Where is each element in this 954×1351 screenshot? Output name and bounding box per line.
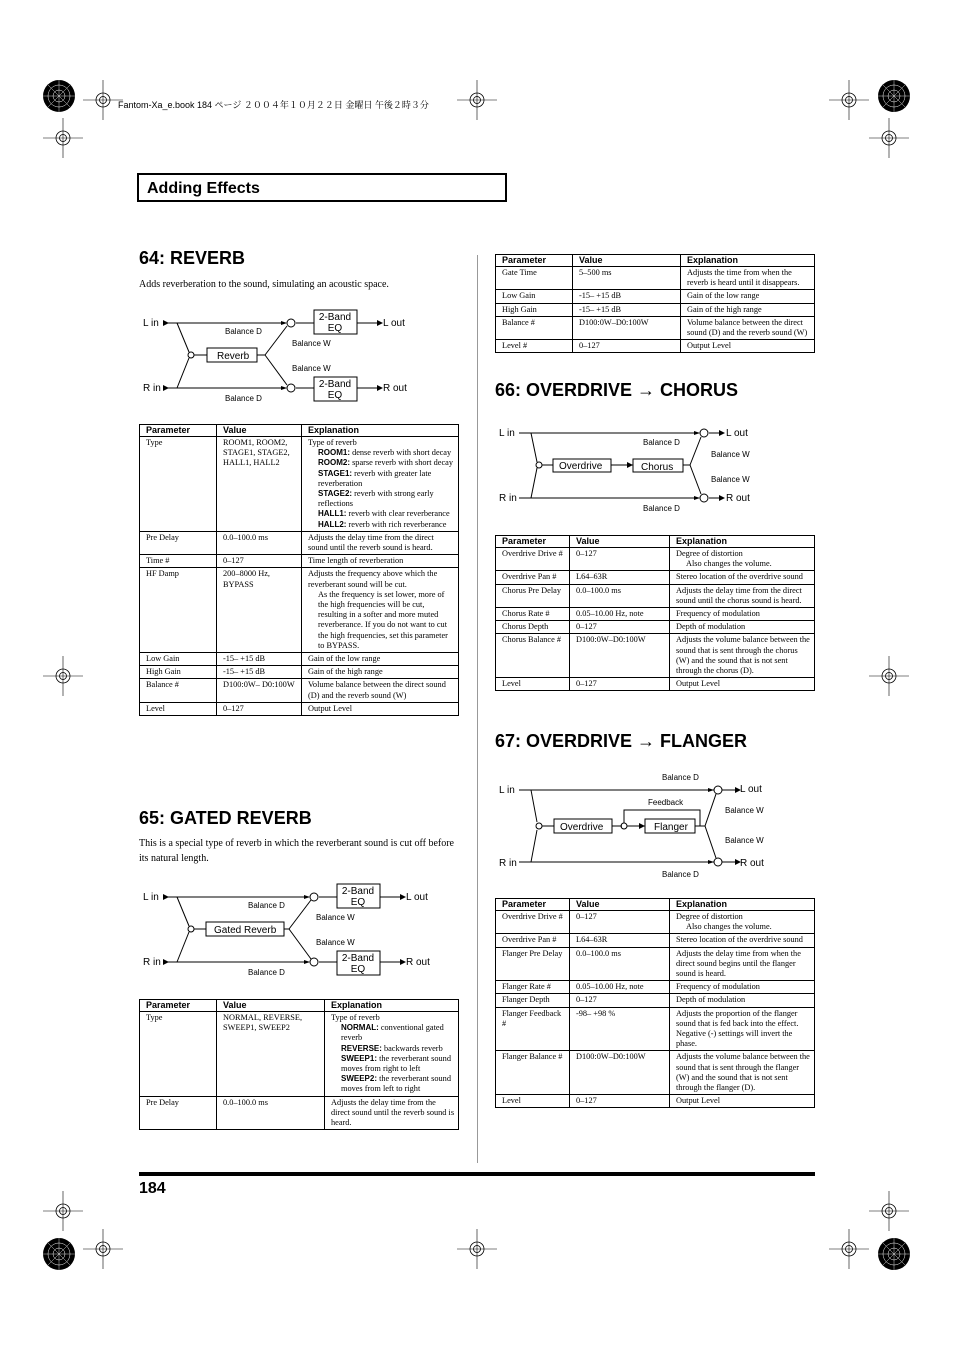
param-explanation — [681, 340, 815, 353]
explanation-text: Adjusts the delay time from when the direct sound begins until the flanger sound is heard. — [676, 948, 801, 979]
table-row — [140, 679, 459, 702]
reverb-description: Adds reverberation to the sound, simulating an acoustic space. — [139, 279, 389, 290]
eq-block-r2: EQ — [350, 964, 366, 975]
table-row — [496, 1051, 815, 1095]
param-explanation — [670, 1007, 815, 1051]
param-name: Level — [496, 1095, 570, 1108]
table-row — [496, 911, 815, 934]
param-explanation — [325, 1096, 459, 1130]
option-text: conventional gated reverb — [341, 1023, 444, 1043]
explanation-text: Depth of modulation — [676, 995, 746, 1005]
table-row — [496, 340, 815, 353]
balance-w-label: Balance W — [725, 836, 764, 845]
r-in-label: R in — [143, 383, 161, 394]
table-row — [496, 584, 815, 607]
param-explanation — [670, 947, 815, 981]
balance-d-label: Balance D — [248, 901, 285, 910]
param-value: L64–63R — [570, 571, 670, 584]
column-header: Value — [217, 425, 302, 437]
param-explanation — [302, 531, 459, 554]
balance-d-label: Balance D — [248, 968, 285, 977]
param-explanation — [670, 911, 815, 934]
option-key: STAGE2: — [318, 489, 353, 499]
param-value: NORMAL, REVERSE, SWEEP1, SWEEP2 — [217, 1012, 325, 1097]
explanation-text: Adjusts the delay time from the direct sound until the reverb sound is heard. — [308, 532, 434, 553]
r-in-label: R in — [499, 493, 517, 504]
column-header: Value — [570, 536, 670, 548]
l-in-label: L in — [143, 318, 159, 329]
explanation-text: Output Level — [676, 1096, 721, 1106]
explanation-text: Stereo location of the overdrive sound — [676, 572, 803, 582]
param-name: Chorus Depth — [496, 621, 570, 634]
param-explanation — [302, 568, 459, 653]
param-explanation — [670, 934, 815, 947]
param-value: D100:0W– D0:100W — [217, 679, 302, 702]
param-value: -15– +15 dB — [217, 666, 302, 679]
param-value: 0–127 — [217, 555, 302, 568]
type-option — [331, 1074, 455, 1094]
explanation-note: Also changes the volume. — [686, 559, 772, 569]
param-explanation — [302, 702, 459, 715]
explanation-text: Gain of the high range — [687, 304, 762, 314]
r-out-label: R out — [740, 858, 764, 869]
table-row — [496, 981, 815, 994]
overdrive-flanger-title: 67: OVERDRIVE → FLANGER — [495, 731, 748, 751]
column-header: Value — [570, 899, 670, 911]
chorus-block: Chorus — [641, 462, 674, 473]
param-explanation — [681, 267, 815, 290]
type-option — [308, 469, 455, 489]
param-name: Flanger Feedback # — [496, 1007, 570, 1051]
explanation-text: Gain of the low range — [308, 654, 381, 664]
param-explanation — [302, 555, 459, 568]
type-option — [308, 458, 455, 468]
param-name: Overdrive Drive # — [496, 911, 570, 934]
balance-d-label: Balance D — [225, 327, 262, 336]
balance-w-label: Balance W — [316, 938, 355, 947]
param-name: HF Damp — [140, 568, 217, 653]
table-row — [496, 1095, 815, 1108]
column-header: Value — [573, 255, 681, 267]
explanation-text: Adjusts the volume balance between the sound that is sent through the chorus (W) and the sound that is not sent through the chorus (D). — [676, 635, 810, 676]
param-explanation — [670, 621, 815, 634]
column-header: Parameter — [496, 899, 570, 911]
option-text: sparse reverb with short decay — [350, 458, 453, 468]
param-explanation — [681, 316, 815, 339]
explanation-text: Adjusts the volume balance between the sound that is sent through the flanger (W) and the sound that is not sent through the flanger (D). — [676, 1052, 810, 1093]
overdrive-flanger-param-table — [495, 898, 815, 1108]
balance-w-label: Balance W — [725, 806, 764, 815]
l-out-label: L out — [726, 428, 748, 439]
explanation-text: Type of reverb — [331, 1013, 380, 1022]
param-value: -98– +98 % — [570, 1007, 670, 1051]
param-name: Pre Delay — [140, 531, 217, 554]
gated-reverb-param-table — [139, 999, 459, 1130]
param-name: Balance # — [496, 316, 573, 339]
param-explanation — [325, 1012, 459, 1097]
param-value: L64–63R — [570, 934, 670, 947]
reverb-param-table — [139, 424, 459, 716]
column-header: Explanation — [670, 536, 815, 548]
eq-block-l1: 2-Band — [318, 312, 352, 323]
explanation-text: Degree of distortion — [676, 912, 743, 921]
type-option — [308, 489, 455, 509]
column-header: Parameter — [496, 255, 573, 267]
r-in-label: R in — [499, 858, 517, 869]
r-out-label: R out — [726, 493, 750, 504]
param-name: Pre Delay — [140, 1096, 217, 1130]
table-row — [496, 947, 815, 981]
footer-rule — [139, 1172, 815, 1176]
l-out-label: L out — [383, 318, 405, 329]
param-value: D100:0W–D0:100W — [573, 316, 681, 339]
table-row — [140, 1012, 459, 1097]
explanation-text: Stereo location of the overdrive sound — [676, 935, 803, 945]
param-name: Flanger Pre Delay — [496, 947, 570, 981]
table-row — [496, 678, 815, 691]
column-header: Parameter — [496, 536, 570, 548]
param-name: Low Gain — [496, 290, 573, 303]
explanation-text: Gain of the low range — [687, 291, 760, 301]
section-header — [137, 173, 507, 202]
table-row — [496, 621, 815, 634]
param-explanation — [670, 571, 815, 584]
l-out-label: L out — [406, 892, 428, 903]
param-value: 0.0–100.0 ms — [570, 947, 670, 981]
param-explanation — [681, 303, 815, 316]
page-number: 184 — [139, 1180, 166, 1197]
overdrive-block: Overdrive — [559, 461, 603, 472]
param-name: Type — [140, 437, 217, 532]
balance-w-label: Balance W — [292, 364, 331, 373]
param-value: D100:0W–D0:100W — [570, 634, 670, 678]
param-explanation — [681, 290, 815, 303]
option-text: backwards reverb — [381, 1043, 443, 1053]
table-row — [496, 608, 815, 621]
param-value: 0–127 — [570, 678, 670, 691]
balance-w-label: Balance W — [711, 450, 750, 459]
explanation-text: Adjusts the time from when the reverb is heard until it disappears. — [687, 268, 800, 288]
section-title: Adding Effects — [147, 180, 260, 197]
explanation-note: As the frequency is set lower, more of the high frequencies will be cut, resulting in a softer and more muted reverberance. If you do not want to cut the high frequencies, set this parameter to BYPASS. — [318, 589, 448, 650]
param-name: Low Gain — [140, 653, 217, 666]
gated-reverb-param-table-cont — [495, 254, 815, 353]
table-row — [496, 548, 815, 571]
gated-reverb-description: This is a special type of reverb in which the reverberant sound is cut off before its natural length. — [139, 838, 454, 864]
param-name: Time # — [140, 555, 217, 568]
balance-d-label: Balance D — [662, 870, 699, 879]
column-header: Explanation — [681, 255, 815, 267]
table-row — [496, 290, 815, 303]
type-option — [331, 1023, 455, 1043]
r-in-label: R in — [143, 957, 161, 968]
param-value: 0.0–100.0 ms — [217, 1096, 325, 1130]
eq-block-l2: EQ — [350, 897, 366, 908]
param-value: 5–500 ms — [573, 267, 681, 290]
eq-block-l1: 2-Band — [341, 886, 375, 897]
param-explanation — [302, 666, 459, 679]
explanation-text: Output Level — [308, 703, 353, 713]
param-value: 0–127 — [570, 1095, 670, 1108]
param-value: 0.05–10.00 Hz, note — [570, 981, 670, 994]
column-header: Parameter — [140, 425, 217, 437]
table-row — [496, 267, 815, 290]
param-value: ROOM1, ROOM2, STAGE1, STAGE2, HALL1, HALL2 — [217, 437, 302, 532]
table-row — [496, 571, 815, 584]
overdrive-chorus-diagram — [495, 418, 815, 518]
param-name: Overdrive Pan # — [496, 571, 570, 584]
eq-block-l2: EQ — [327, 323, 343, 334]
explanation-text: Adjusts the delay time from the direct sound until the reverb sound is heard. — [331, 1097, 455, 1128]
overdrive-chorus-param-table — [495, 535, 815, 691]
type-option — [331, 1044, 455, 1054]
option-key: HALL2: — [318, 519, 347, 529]
param-name: Overdrive Drive # — [496, 548, 570, 571]
column-header: Value — [217, 1000, 325, 1012]
table-row — [496, 316, 815, 339]
feedback-label: Feedback — [648, 798, 684, 807]
explanation-text: Output Level — [687, 341, 732, 351]
print-header: Fantom-Xa_e.book 184 ページ ２００４年１０月２２日 金曜日 午後２時３分 — [118, 100, 429, 110]
l-in-label: L in — [499, 785, 515, 796]
reverb-block: Reverb — [217, 351, 250, 362]
table-row — [496, 1007, 815, 1051]
type-option — [308, 509, 455, 519]
balance-d-label: Balance D — [225, 394, 262, 403]
explanation-text: Adjusts the delay time from the direct sound until the chorus sound is heard. — [676, 585, 802, 605]
option-text: the reverberant sound moves from left to right — [341, 1074, 451, 1094]
table-row — [140, 1096, 459, 1130]
balance-w-label: Balance W — [316, 913, 355, 922]
param-explanation — [670, 1051, 815, 1095]
explanation-text: Time length of reverberation — [308, 556, 404, 566]
balance-d-label: Balance D — [643, 504, 680, 513]
param-value: 0–127 — [570, 911, 670, 934]
table-row — [140, 666, 459, 679]
r-out-label: R out — [383, 383, 407, 394]
table-row — [496, 934, 815, 947]
param-name: Chorus Rate # — [496, 608, 570, 621]
param-name: Flanger Rate # — [496, 981, 570, 994]
type-option — [308, 448, 455, 458]
eq-block-r2: EQ — [327, 390, 343, 401]
l-in-label: L in — [499, 428, 515, 439]
eq-block-r1: 2-Band — [341, 953, 375, 964]
param-name: High Gain — [496, 303, 573, 316]
param-name: Overdrive Pan # — [496, 934, 570, 947]
param-explanation — [670, 548, 815, 571]
type-option — [331, 1054, 455, 1074]
explanation-text: Gain of the high range — [308, 667, 383, 677]
table-row — [496, 303, 815, 316]
option-key: ROOM2: — [318, 458, 350, 468]
reverb-diagram — [139, 306, 459, 406]
param-name: Balance # — [140, 679, 217, 702]
param-explanation — [670, 981, 815, 994]
explanation-note: Also changes the volume. — [686, 922, 772, 932]
param-value: 0.05–10.00 Hz, note — [570, 608, 670, 621]
table-row — [496, 634, 815, 678]
explanation-text: Type of reverb — [308, 438, 357, 447]
option-text: dense reverb with short decay — [350, 448, 452, 458]
flanger-block: Flanger — [654, 822, 688, 833]
param-name: Level — [140, 702, 217, 715]
param-value: 0–127 — [570, 994, 670, 1007]
column-divider — [477, 255, 478, 1163]
gated-reverb-title: 65: GATED REVERB — [139, 808, 312, 828]
param-explanation — [670, 634, 815, 678]
overdrive-block: Overdrive — [560, 822, 604, 833]
option-text: reverb with rich reverberance — [346, 519, 447, 529]
l-out-label: L out — [740, 784, 762, 795]
balance-d-label: Balance D — [662, 773, 699, 782]
param-explanation — [670, 608, 815, 621]
option-text: the reverberant sound moves from right to left — [341, 1053, 451, 1074]
option-key: STAGE1: — [318, 468, 353, 478]
param-value: 0–127 — [217, 702, 302, 715]
param-explanation — [670, 1095, 815, 1108]
param-explanation — [670, 584, 815, 607]
param-value: -15– +15 dB — [573, 303, 681, 316]
param-value: -15– +15 dB — [217, 653, 302, 666]
option-key: SWEEP1: — [341, 1053, 378, 1063]
column-header: Parameter — [140, 1000, 217, 1012]
option-key: ROOM1: — [318, 448, 350, 458]
type-option — [308, 520, 455, 530]
explanation-text: Frequency of modulation — [676, 609, 760, 619]
table-row — [140, 555, 459, 568]
table-row — [140, 653, 459, 666]
explanation-text: Volume balance between the direct sound (D) and the reverb sound (W) — [687, 317, 808, 338]
overdrive-chorus-title: 66: OVERDRIVE → CHORUS — [495, 380, 739, 400]
option-key: REVERSE: — [341, 1043, 382, 1053]
balance-d-label: Balance D — [643, 438, 680, 447]
r-out-label: R out — [406, 957, 430, 968]
explanation-text: Volume balance between the direct sound (D) and the reverb sound (W) — [308, 680, 446, 700]
option-key: SWEEP2: — [341, 1074, 378, 1084]
column-header: Explanation — [302, 425, 459, 437]
param-name: Flanger Balance # — [496, 1051, 570, 1095]
param-value: 0–127 — [570, 621, 670, 634]
param-value: 0–127 — [570, 548, 670, 571]
param-value: D100:0W–D0:100W — [570, 1051, 670, 1095]
param-explanation — [302, 679, 459, 702]
param-explanation — [302, 653, 459, 666]
reverb-title: 64: REVERB — [139, 248, 246, 268]
option-key: NORMAL: — [341, 1023, 379, 1033]
table-row — [140, 531, 459, 554]
l-in-label: L in — [143, 892, 159, 903]
param-name: High Gain — [140, 666, 217, 679]
param-value: -15– +15 dB — [573, 290, 681, 303]
balance-w-label: Balance W — [292, 339, 331, 348]
table-row — [496, 994, 815, 1007]
option-text: reverb with strong early reflections — [318, 489, 434, 509]
option-text: reverb with greater late reverberation — [318, 468, 432, 488]
table-row — [140, 437, 459, 532]
param-value: 0.0–100.0 ms — [217, 531, 302, 554]
table-row — [140, 702, 459, 715]
overdrive-flanger-diagram — [495, 770, 815, 882]
param-name: Chorus Pre Delay — [496, 584, 570, 607]
option-key: HALL1: — [318, 509, 347, 519]
table-row — [140, 568, 459, 653]
param-explanation — [670, 994, 815, 1007]
column-header: Explanation — [670, 899, 815, 911]
gated-reverb-diagram — [139, 880, 459, 980]
explanation-text: Frequency of modulation — [676, 982, 760, 992]
param-name: Flanger Depth — [496, 994, 570, 1007]
explanation-text: Depth of modulation — [676, 622, 746, 632]
gated-reverb-block: Gated Reverb — [214, 925, 277, 936]
param-name: Gate Time — [496, 267, 573, 290]
param-name: Type — [140, 1012, 217, 1097]
explanation-text: Degree of distortion — [676, 549, 743, 558]
param-explanation — [302, 437, 459, 532]
param-explanation — [670, 678, 815, 691]
param-name: Level — [496, 678, 570, 691]
param-name: Chorus Balance # — [496, 634, 570, 678]
param-name: Level # — [496, 340, 573, 353]
option-text: reverb with clear reverberance — [346, 509, 450, 519]
explanation-text: Output Level — [676, 679, 721, 689]
param-value: 200–8000 Hz, BYPASS — [217, 568, 302, 653]
column-header: Explanation — [325, 1000, 459, 1012]
param-value: 0–127 — [573, 340, 681, 353]
eq-block-r1: 2-Band — [318, 379, 352, 390]
param-value: 0.0–100.0 ms — [570, 584, 670, 607]
explanation-text: Adjusts the proportion of the flanger sound that is fed back into the effect. Negative (-) settings will invert the phase. — [676, 1008, 799, 1049]
balance-w-label: Balance W — [711, 475, 750, 484]
explanation-text: Adjusts the frequency above which the reverberant sound will be cut. — [308, 569, 438, 589]
